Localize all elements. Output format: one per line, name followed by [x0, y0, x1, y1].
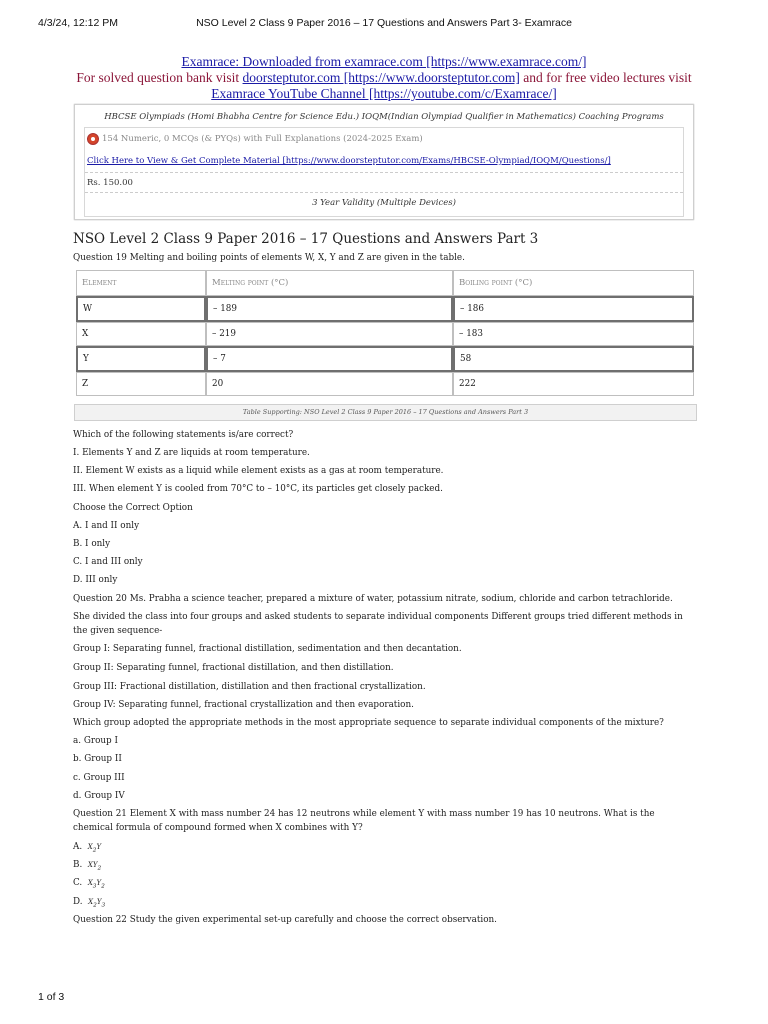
q20-group: Group IV: Separating funnel, fractional crystallization and then evaporation. [73, 700, 414, 710]
q19-stem: Which of the following statements is/are correct? [73, 430, 294, 440]
formula-part: XY [87, 861, 98, 869]
promo-count-text: 154 Numeric, 0 MCQs (& PYQs) with Full Explanations (2024-2025 Exam) [102, 134, 423, 144]
formula-part: Y [96, 843, 102, 851]
formula-part: Y [96, 898, 102, 906]
q21-option-c [73, 876, 695, 893]
table-cell: – 183 [453, 322, 694, 346]
promo-count-line [87, 133, 423, 145]
table-header-row [76, 270, 694, 296]
table-cell: – 219 [206, 322, 453, 346]
target-icon [87, 133, 99, 145]
table-cell: 58 [453, 346, 694, 372]
option-label: A. [73, 842, 83, 852]
q19-statement: II. Element W exists as a liquid while element exists as a gas at room temperature. [73, 466, 444, 476]
promo-inner [84, 127, 684, 217]
q21-option-b [73, 858, 695, 875]
q20-group: Group II: Separating funnel, fractional distillation, and then distillation. [73, 663, 394, 673]
table-cell: X [76, 322, 206, 346]
q21-option-a [73, 840, 695, 857]
q19-statement: III. When element Y is cooled from 70°C to – 10°C, its particles get closely packed. [73, 484, 443, 494]
table-row [76, 346, 694, 372]
table-cell: W [76, 296, 206, 322]
q19-option: D. III only [73, 575, 118, 585]
q20-text: Question 20 Ms. Prabha a science teacher, prepared a mixture of water, potassium nitrate, sodium, chloride and carbon tetrachloride. [73, 594, 673, 604]
divider [85, 192, 683, 193]
banner-text-pre: For solved question bank visit [76, 70, 243, 85]
source-banner [0, 54, 768, 102]
browser-header [0, 17, 768, 31]
youtube-channel-link[interactable]: Examrace YouTube Channel [https://youtube.com/c/Examrace/] [211, 86, 557, 101]
divider [85, 172, 683, 173]
table-cell: Y [76, 346, 206, 372]
formula-sub: 3 [101, 902, 106, 909]
formula-sub: 3 [92, 883, 97, 890]
promo-heading: HBCSE Olympiads (Homi Bhabha Centre for Science Edu.) IOQM(Indian Olympiad Qualifier in Mathematics) Coaching Programs [104, 112, 664, 122]
q20-group: Group III: Fractional distillation, distillation and then fractional crystallization. [73, 682, 426, 692]
page-title: NSO Level 2 Class 9 Paper 2016 – 17 Questions and Answers Part 3 [73, 231, 539, 247]
formula-sub: 2 [101, 883, 105, 890]
table-cell: – 186 [453, 296, 694, 322]
table-header: Boiling point (°C) [453, 270, 694, 296]
promo-validity: 3 Year Validity (Multiple Devices) [312, 198, 456, 208]
q19-choose: Choose the Correct Option [73, 503, 193, 513]
table-row [76, 372, 694, 396]
print-datetime: 4/3/24, 12:12 PM [38, 17, 118, 29]
table-header: Melting point (°C) [206, 270, 453, 296]
option-label: B. [73, 860, 83, 870]
view-material-link[interactable]: Click Here to View & Get Complete Material [https://www.doorsteptutor.com/Exams/HBCSE-Olympiad/IOQM/Questions/] [87, 156, 611, 166]
q20-group: Group I: Separating funnel, fractional distillation, sedimentation and then decantation. [73, 644, 462, 654]
formula-sub: 2 [93, 902, 97, 909]
q20-option: d. Group IV [73, 791, 125, 801]
q20-text2: She divided the class into four groups and asked students to separate individual components Different groups tried different methods in the given sequence- [73, 612, 683, 636]
q22-text: Question 22 Study the given experimental set-up carefully and choose the correct observation. [73, 915, 497, 925]
promo-box [74, 104, 694, 220]
doorsteptutor-link[interactable]: doorsteptutor.com [https://www.doorsteptutor.com] [242, 70, 520, 85]
table-row [76, 322, 694, 346]
doorsteptutor-line [0, 70, 768, 86]
formula-part: Y [96, 879, 102, 887]
q19-option: C. I and III only [73, 557, 143, 567]
table-caption: Table Supporting: NSO Level 2 Class 9 Paper 2016 – 17 Questions and Answers Part 3 [74, 404, 697, 421]
formula-part: X [87, 843, 93, 851]
banner-text-post: and for free video lectures visit [519, 70, 692, 85]
q20-option: a. Group I [73, 736, 118, 746]
q19-option: A. I and II only [73, 521, 140, 531]
option-label: D. [73, 897, 83, 907]
formula-sub: 2 [92, 847, 97, 854]
q19-option: B. I only [73, 539, 111, 549]
print-page-title: NSO Level 2 Class 9 Paper 2016 – 17 Questions and Answers Part 3- Examrace [196, 17, 572, 29]
formula-part: X [87, 879, 93, 887]
table-cell: 222 [453, 372, 694, 396]
formula-sub: 2 [97, 865, 102, 872]
q21-option-d [73, 895, 695, 912]
q19-text: Question 19 Melting and boiling points of elements W, X, Y and Z are given in the table. [73, 253, 465, 263]
table-cell: – 189 [206, 296, 453, 322]
q20-option: c. Group III [73, 773, 125, 783]
table-cell: 20 [206, 372, 453, 396]
table-header: Element [76, 270, 206, 296]
examrace-link[interactable]: Examrace: Downloaded from examrace.com [https://www.examrace.com/] [181, 54, 587, 69]
promo-price: Rs. 150.00 [87, 178, 133, 188]
table-cell: – 7 [206, 346, 453, 372]
q21-text: Question 21 Element X with mass number 24 has 12 neutrons while element Y with mass number 19 has 10 neutrons. What is the chemical formula of compound formed when X combines with Y? [73, 809, 655, 833]
option-label: C. [73, 878, 83, 888]
q20-stem: Which group adopted the appropriate methods in the most appropriate sequence to separate individual components of the mixture? [73, 718, 664, 728]
elements-table [76, 270, 694, 396]
table-cell: Z [76, 372, 206, 396]
q19-statement: I. Elements Y and Z are liquids at room temperature. [73, 448, 310, 458]
formula-part: X [88, 898, 94, 906]
page-counter: 1 of 3 [38, 991, 65, 1003]
q20-option: b. Group II [73, 754, 122, 764]
table-row [76, 296, 694, 322]
